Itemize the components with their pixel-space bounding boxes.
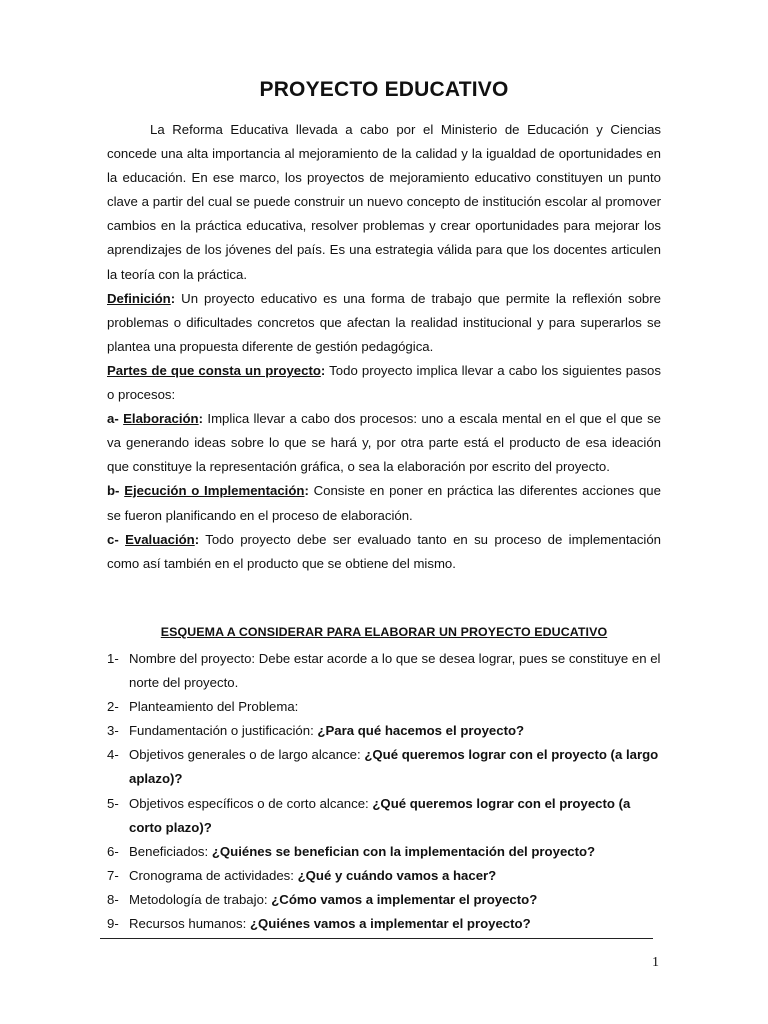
- scheme-item-8: [107, 888, 661, 912]
- step-term: Elaboración: [123, 411, 199, 427]
- list-number: 7-: [107, 867, 119, 883]
- step-evaluacion: [107, 528, 661, 576]
- list-number: 5-: [107, 795, 119, 811]
- step-term: Evaluación: [125, 531, 195, 547]
- scheme-item-2: [107, 695, 661, 719]
- list-number: 6-: [107, 843, 119, 859]
- intro-paragraph: La Reforma Educativa llevada a cabo por el Ministerio de Educación y Ciencias concede una alta importancia al mejoramiento de la calidad y la igualdad de oportunidades en la educación. En ese marco, los proyectos de mejoramiento educativo constituyen un punto clave a partir del cual se puede construir un nuevo concepto de institución escolar al promover cambios en la práctica educativa, resolver problemas y crear oportunidades para mejorar los aprendizajes de los jóvenes del país. Es una estrategia válida para que los docentes articulen la teoría con la práctica.: [107, 122, 661, 282]
- list-number: 4-: [107, 747, 119, 763]
- scheme-item-text: Metodología de trabajo:: [129, 891, 272, 907]
- list-number: 9-: [107, 916, 119, 932]
- scheme-item-question: ¿Quiénes vamos a implementar el proyecto?: [249, 916, 531, 932]
- scheme-item-text: Fundamentación o justificación:: [129, 723, 318, 739]
- list-number: 8-: [107, 891, 119, 907]
- scheme-item-text: Nombre del proyecto: Debe estar acorde a lo que se desea lograr, pues se constituye en el norte del proyecto.: [129, 651, 661, 691]
- step-ejecucion: [107, 479, 661, 527]
- step-prefix: b-: [107, 483, 125, 499]
- scheme-item-7: [107, 864, 661, 888]
- step-colon: :: [198, 411, 204, 427]
- scheme-item-question: ¿Qué queremos lograr con el proyecto (a corto plazo)?: [129, 795, 631, 835]
- parts-paragraph: [107, 359, 661, 407]
- scheme-item-5: [107, 792, 661, 840]
- step-text: Implica llevar a cabo dos procesos: uno a escala mental en el que el que se va generando ideas sobre lo que se hará y, por otra parte está el producto de esa ideación que constituye la representación gráfica, o sea la elaboración por escrito del proyecto.: [107, 411, 662, 475]
- scheme-item-question: ¿Para qué hacemos el proyecto?: [317, 723, 525, 739]
- scheme-item-9: [107, 912, 661, 936]
- scheme-item-6: [107, 840, 661, 864]
- scheme-item-question: ¿Quiénes se benefician con la implementación del proyecto?: [211, 843, 596, 859]
- scheme-list: [107, 647, 661, 936]
- scheme-item-text: Recursos humanos:: [129, 916, 250, 932]
- step-text: Consiste en poner en práctica las diferentes acciones que se fueron planificando en el proceso de elaboración.: [107, 483, 661, 523]
- list-number: 3-: [107, 723, 119, 739]
- definition-colon: :: [170, 290, 176, 306]
- step-colon: :: [194, 531, 200, 547]
- parts-colon: :: [320, 362, 326, 378]
- scheme-item-text: Beneficiados:: [129, 843, 212, 859]
- scheme-item-text: Planteamiento del Problema:: [129, 699, 299, 715]
- scheme-item-question: ¿Cómo vamos a implementar el proyecto?: [271, 891, 538, 907]
- page-title: PROYECTO EDUCATIVO: [259, 78, 509, 101]
- parts-text: Todo proyecto implica llevar a cabo los siguientes pasos o procesos:: [107, 362, 661, 403]
- definition-paragraph: [107, 287, 661, 359]
- scheme-item-1: [107, 647, 661, 695]
- scheme-item-question: ¿Qué y cuándo vamos a hacer?: [297, 867, 497, 883]
- parts-term: Partes de que consta un proyecto: [107, 362, 321, 378]
- scheme-item-text: Objetivos específicos o de corto alcance:: [129, 795, 373, 811]
- scheme-item-text: Cronograma de actividades:: [129, 867, 298, 883]
- step-term: Ejecución o Implementación: [124, 483, 305, 499]
- step-colon: :: [304, 483, 309, 499]
- scheme-title: ESQUEMA A CONSIDERAR PARA ELABORAR UN PROYECTO EDUCATIVO: [160, 625, 608, 639]
- list-number: 2-: [107, 699, 119, 715]
- scheme-item-4: [107, 743, 661, 791]
- footer-divider: [100, 938, 653, 939]
- definition-text: Un proyecto educativo es una forma de trabajo que permite la reflexión sobre problemas o dificultades concretos que afectan la realidad institucional y para superarlos se plantea una propuesta diferente de gestión pedagógica.: [107, 290, 661, 354]
- step-text: Todo proyecto debe ser evaluado tanto en su proceso de implementación como así también en el producto que se obtiene del mismo.: [107, 531, 662, 571]
- definition-term: Definición: [107, 290, 171, 306]
- scheme-item-text: Objetivos generales o de largo alcance:: [129, 747, 365, 763]
- list-number: 1-: [107, 651, 119, 666]
- step-prefix: a-: [107, 411, 124, 427]
- document-body: [107, 118, 661, 576]
- page-number: 1: [652, 955, 659, 970]
- step-elaboracion: [107, 407, 661, 479]
- scheme-item-3: [107, 719, 661, 743]
- step-prefix: c-: [107, 531, 126, 547]
- scheme-item-question: ¿Qué queremos lograr con el proyecto (a largo aplazo)?: [129, 747, 659, 787]
